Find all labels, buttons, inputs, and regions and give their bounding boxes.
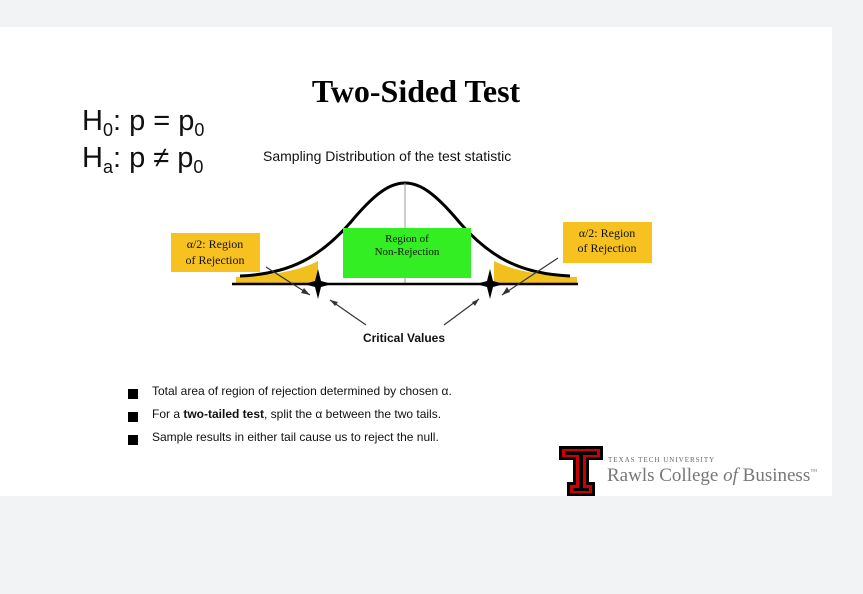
bullet-2-text: For a <box>152 407 184 421</box>
bullet-list <box>126 383 452 452</box>
right-tail-arrowhead <box>502 287 510 295</box>
college-name-post: Business <box>737 465 811 486</box>
right-rejection-label-2: of Rejection <box>577 241 637 255</box>
diagram-subtitle: Sampling Distribution of the test statistic <box>263 148 512 164</box>
bullet-2-bold: two-tailed test <box>183 407 265 421</box>
bullet-item <box>126 383 452 406</box>
slide <box>0 27 832 496</box>
college-name <box>607 465 817 487</box>
left-rejection-label-1: α/2: Region <box>186 237 244 251</box>
h0-expression: : p = p <box>112 105 195 137</box>
non-rejection-label-1: Region of <box>385 233 429 245</box>
h0-subscript: 0 <box>102 120 113 140</box>
trademark: ™ <box>810 467 818 476</box>
critical-values-label: Critical Values <box>362 331 446 345</box>
non-rejection-label-2: Non-Rejection <box>374 246 440 258</box>
university-name: TEXAS TECH UNIVERSITY <box>608 456 716 464</box>
bullet-3-text: Sample results in either tail cause us to reject the null. <box>152 430 439 444</box>
right-rejection-label-1: α/2: Region <box>578 226 636 240</box>
college-name-pre: Rawls College <box>607 465 724 486</box>
h0-p-subscript: 0 <box>194 120 205 140</box>
bullet-item <box>126 406 452 429</box>
left-rejection-label-2: of Rejection <box>185 253 245 267</box>
ha-expression: : p ≠ p <box>112 142 194 174</box>
ha-p-subscript: 0 <box>193 157 204 177</box>
slide-title: Two-Sided Test <box>311 73 521 109</box>
bullet-square-icon <box>128 412 138 422</box>
bullet-square-icon <box>128 435 138 445</box>
bullet-1-post: α. <box>441 384 452 398</box>
alternative-hypothesis <box>82 144 203 176</box>
null-hypothesis <box>82 107 204 139</box>
ha-subscript: a <box>102 157 113 177</box>
h0-letter: H <box>82 105 103 137</box>
ha-letter: H <box>82 142 103 174</box>
college-name-of: of <box>723 465 738 486</box>
left-tail-arrowhead <box>301 288 310 295</box>
double-t-logo-icon <box>558 445 604 497</box>
bullet-square-icon <box>128 389 138 399</box>
bullet-1-text: Total area of region of rejection determined by chosen <box>152 384 442 398</box>
bullet-item <box>126 429 452 452</box>
right-critical-arrowhead <box>472 299 479 306</box>
sampling-distribution-diagram <box>170 175 670 350</box>
bullet-2-post: , split the α between the two tails. <box>264 407 442 421</box>
